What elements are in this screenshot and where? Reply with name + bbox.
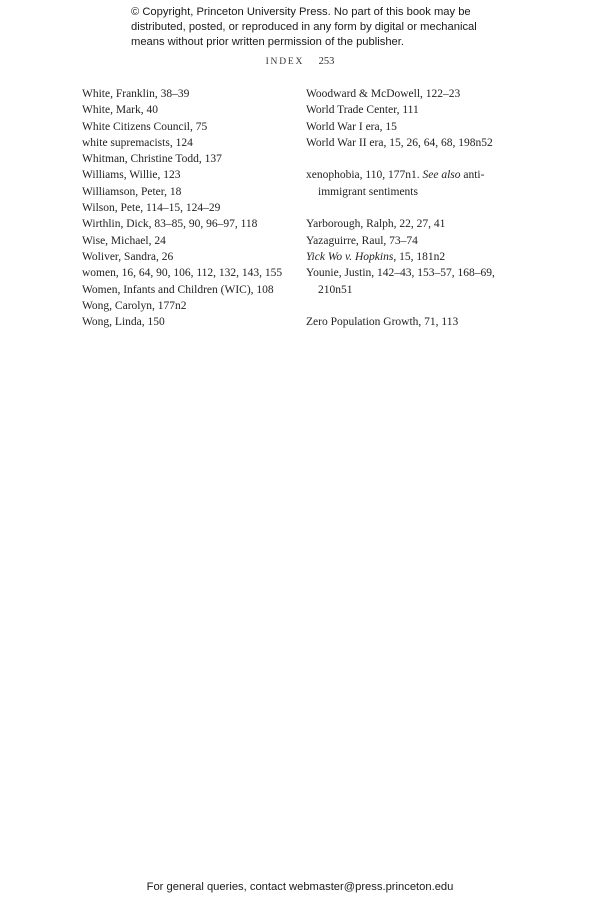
index-entry: women, 16, 64, 90, 106, 112, 132, 143, 155	[82, 267, 283, 280]
index-entry: Zero Population Growth, 71, 113	[306, 316, 459, 329]
index-entry: white supremacists, 124	[82, 136, 193, 149]
index-entry: Younie, Justin, 142–43, 153–57, 168–69, 210n51	[306, 267, 495, 296]
running-head	[0, 56, 600, 67]
index-entry: Wong, Linda, 150	[82, 316, 165, 329]
letter-group-gap	[306, 151, 506, 167]
index-entry: Women, Infants and Children (WIC), 108	[82, 283, 274, 296]
index-entry: Williamson, Peter, 18	[82, 185, 182, 198]
index-entry: White, Mark, 40	[82, 104, 159, 117]
index-column-right	[306, 86, 506, 330]
entry-locators: , 15, 181n2	[393, 250, 446, 263]
running-head-label: INDEX	[265, 57, 305, 67]
index-entry: Wong, Carolyn, 177n2	[82, 299, 187, 312]
index-entry: Wirthlin, Dick, 83–85, 90, 96–97, 118	[82, 218, 258, 231]
case-name: Yick Wo v. Hopkins	[306, 250, 394, 263]
entry-cross-reference: anti-immigrant sentiments	[318, 169, 485, 198]
index-entry: Wilson, Pete, 114–15, 124–29	[82, 202, 221, 215]
index-entry	[306, 167, 506, 200]
index-entry: Williams, Willie, 123	[82, 169, 181, 182]
index-entry	[306, 249, 506, 265]
index-column-left	[82, 86, 297, 330]
index-entry: World War I era, 15	[306, 120, 397, 133]
index-entry: World Trade Center, 111	[306, 104, 419, 117]
index-entry: White Citizens Council, 75	[82, 120, 208, 133]
index-entry: Wise, Michael, 24	[82, 234, 166, 247]
index-entry: World War II era, 15, 26, 64, 68, 198n52	[306, 136, 493, 149]
index-entry: Yarborough, Ralph, 22, 27, 41	[306, 218, 446, 231]
index-entry: Woliver, Sandra, 26	[82, 250, 174, 263]
page-number: 253	[318, 56, 335, 67]
footer-contact: For general queries, contact webmaster@press.princeton.edu	[146, 881, 454, 893]
index-entry: Woodward & McDowell, 122–23	[306, 88, 461, 100]
index-entry: White, Franklin, 38–39	[82, 88, 190, 100]
letter-group-gap	[306, 298, 506, 314]
index-entry: Yazaguirre, Raul, 73–74	[306, 234, 418, 247]
see-also-reference: See also	[422, 169, 461, 182]
index-entry: Whitman, Christine Todd, 137	[82, 153, 222, 166]
copyright-notice: © Copyright, Princeton University Press. No part of this book may be distributed, posted, or reproduced in any form by digital or mechanical means without prior written permission of the publisher.	[131, 6, 477, 48]
letter-group-gap	[306, 200, 506, 216]
entry-main-text: xenophobia, 110, 177n1.	[306, 169, 423, 182]
